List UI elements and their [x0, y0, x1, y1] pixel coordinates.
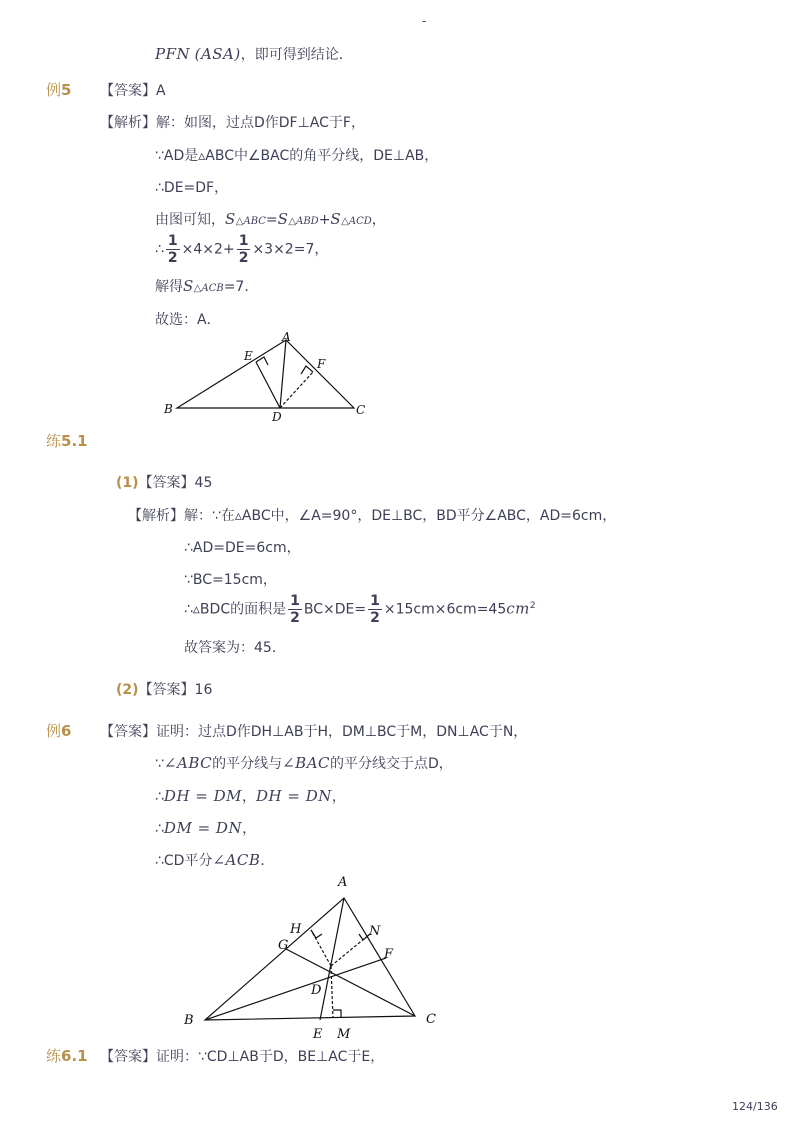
practice-5-1-q1-answer: [116, 472, 212, 492]
l5-end: ．: [260, 853, 275, 869]
answer-value: 45: [194, 475, 213, 491]
answer-label: 【答案】: [138, 682, 195, 698]
analysis-text: 解：如图，过点D作DF⊥AC于F，: [156, 115, 365, 131]
answer-label: 【答案】: [138, 475, 195, 491]
l4-end: ，: [242, 821, 257, 837]
eq-dh-dn: DH = DN: [256, 787, 332, 805]
answer-label: 【答案】: [100, 1049, 156, 1065]
practice-5-1-tag: [46, 430, 88, 451]
angle-acb: ∠ACB: [212, 851, 261, 869]
practice-6-1-l1: [100, 1046, 384, 1066]
math-pfn: PFN: [155, 45, 191, 63]
label-g: G: [278, 938, 289, 953]
answer-value: 16: [194, 682, 213, 698]
math-asa: (ASA): [194, 45, 241, 63]
label-d: D: [311, 983, 322, 998]
l4-plus: +: [318, 212, 331, 228]
segment-bf: [205, 958, 386, 1020]
proof-text: 证明：∵CD⊥AB于D，BE⊥AC于E，: [156, 1049, 385, 1065]
label-c: C: [426, 1012, 436, 1027]
label-b: B: [164, 402, 173, 416]
practice-5-1-analysis-l1: [128, 505, 616, 525]
label-h: H: [290, 922, 302, 937]
segment-df: [280, 372, 313, 408]
analysis-text: 解：∵在▵ABC中，∠A=90°，DE⊥BC，BD平分∠ABC，AD=6cm，: [184, 508, 617, 524]
angle-bac: ∠BAC: [282, 754, 331, 772]
answer-value: A: [156, 83, 166, 99]
l2-t2: 的平分线交于点D，: [330, 756, 453, 772]
triangle-abc: [177, 340, 354, 408]
right-angle-f: [301, 366, 313, 374]
analysis-label: 【解析】: [128, 508, 184, 524]
figure-triangle-abc-2: [180, 868, 450, 1048]
l4-mid: BC×DE=: [303, 601, 367, 618]
label-c: C: [356, 403, 366, 417]
label-b: B: [184, 1013, 194, 1028]
example-5-l5: [155, 233, 328, 266]
tag-number: 6.1: [61, 1047, 88, 1065]
l4-eq: =: [265, 212, 278, 228]
l6-end: =7．: [223, 279, 259, 295]
unit-exponent: 2: [529, 600, 536, 611]
s-sub-4: △ACB: [193, 283, 224, 294]
label-d: D: [272, 410, 282, 424]
label-n: N: [369, 924, 381, 939]
label-a: A: [338, 875, 348, 890]
practice-5-1-l5: 故答案为：45．: [184, 640, 286, 656]
label-m: M: [337, 1027, 351, 1042]
carryover-line: [155, 44, 353, 64]
example-5-l3: ∴DE=DF，: [155, 180, 229, 196]
l5-a: ×4×2+: [181, 241, 235, 258]
header-mark: -: [422, 14, 427, 28]
s-sub-3: △ACD: [341, 216, 372, 227]
tag-prefix: 例: [46, 722, 62, 740]
tag-prefix: 练: [46, 432, 62, 450]
l4-text: 由图可知，: [155, 212, 225, 228]
answer-label: 【答案】: [100, 724, 156, 740]
sep: ，: [242, 789, 257, 805]
answer-label: 【答案】: [100, 83, 156, 99]
unit-cm: cm: [506, 599, 530, 618]
tag-number: 6: [61, 722, 72, 740]
tag-prefix: 练: [46, 1047, 62, 1065]
analysis-label: 【解析】: [100, 115, 156, 131]
tag-number: 5: [61, 81, 72, 99]
q2-number: (2): [116, 682, 139, 698]
l2-t1: 的平分线与: [212, 756, 283, 772]
l5-b: ×3×2=7，: [252, 241, 329, 258]
proof-text: 证明：过点D作DH⊥AB于H，DM⊥BC于M，DN⊥AC于N，: [156, 724, 528, 740]
because: ∵: [155, 756, 164, 772]
s-symbol-3: S: [330, 210, 342, 228]
example-5-tag: [46, 79, 71, 100]
s-sub-2: △ABD: [288, 216, 319, 227]
practice-6-1-tag: [46, 1045, 88, 1066]
angle-abc: ∠ABC: [163, 754, 213, 772]
practice-5-1-q2-answer: [116, 679, 212, 699]
fraction-half-2: $\frac{1}{2}$: [238, 233, 249, 266]
fraction-half-1: $\frac{1}{2}$: [167, 233, 178, 266]
figure-triangle-abc-1: [155, 330, 380, 425]
eq-dm-dn: DM = DN: [163, 819, 243, 837]
q1-number: (1): [116, 475, 139, 491]
example-6-l5: [155, 850, 274, 870]
example-5-answer: [100, 80, 166, 100]
therefore: ∴: [155, 789, 164, 805]
therefore: ∴: [155, 241, 164, 258]
example-5-l7: 故选：A．: [155, 312, 221, 328]
l5-pre: ∴CD平分: [155, 853, 213, 869]
practice-5-1-l3: ∵BC=15cm，: [184, 572, 277, 588]
practice-5-1-l4: [184, 593, 536, 626]
l6-pre: 解得: [155, 279, 183, 295]
tag-prefix: 例: [46, 81, 62, 99]
segment-de: [256, 362, 280, 408]
l4-tail: ×15cm×6cm=45: [383, 601, 507, 618]
example-5-l2: ∵AD是▵ABC中∠BAC的角平分线，DE⊥AB，: [155, 148, 439, 164]
segment-cg: [286, 949, 415, 1016]
eq-dh-dm: DH = DM: [163, 787, 243, 805]
tag-number: 5.1: [61, 432, 88, 450]
s-symbol-2: S: [277, 210, 289, 228]
example-6-l1: [100, 721, 527, 741]
label-f: F: [384, 947, 394, 962]
l4-pre: ∴▵BDC的面积是: [184, 601, 287, 618]
segment-ad: [280, 340, 286, 408]
l4-end: ，: [371, 212, 386, 228]
example-6-l4: [155, 818, 256, 838]
label-e: E: [313, 1027, 323, 1042]
example-6-l2: [155, 753, 453, 773]
carryover-text: ，即可得到结论．: [240, 47, 353, 63]
l3-end: ，: [331, 789, 346, 805]
label-f: F: [317, 357, 326, 371]
practice-5-1-l2: ∴AD=DE=6cm，: [184, 540, 301, 556]
therefore: ∴: [155, 821, 164, 837]
label-a: A: [282, 330, 291, 344]
example-6-tag: [46, 720, 71, 741]
s-symbol-1: S: [225, 210, 236, 228]
page-number: 124/136: [732, 1100, 778, 1113]
example-6-l3: [155, 786, 346, 806]
example-5-analysis-l1: [100, 112, 365, 132]
s-symbol-4: S: [183, 277, 194, 295]
fraction-half-1: $\frac{1}{2}$: [290, 593, 300, 626]
fraction-half-2: $\frac{1}{2}$: [370, 593, 380, 626]
right-angle-m: [333, 1010, 341, 1018]
s-sub-1: △ABC: [235, 216, 266, 227]
label-e: E: [244, 349, 253, 363]
example-5-l4: [155, 209, 386, 229]
example-5-l6: [155, 276, 258, 296]
